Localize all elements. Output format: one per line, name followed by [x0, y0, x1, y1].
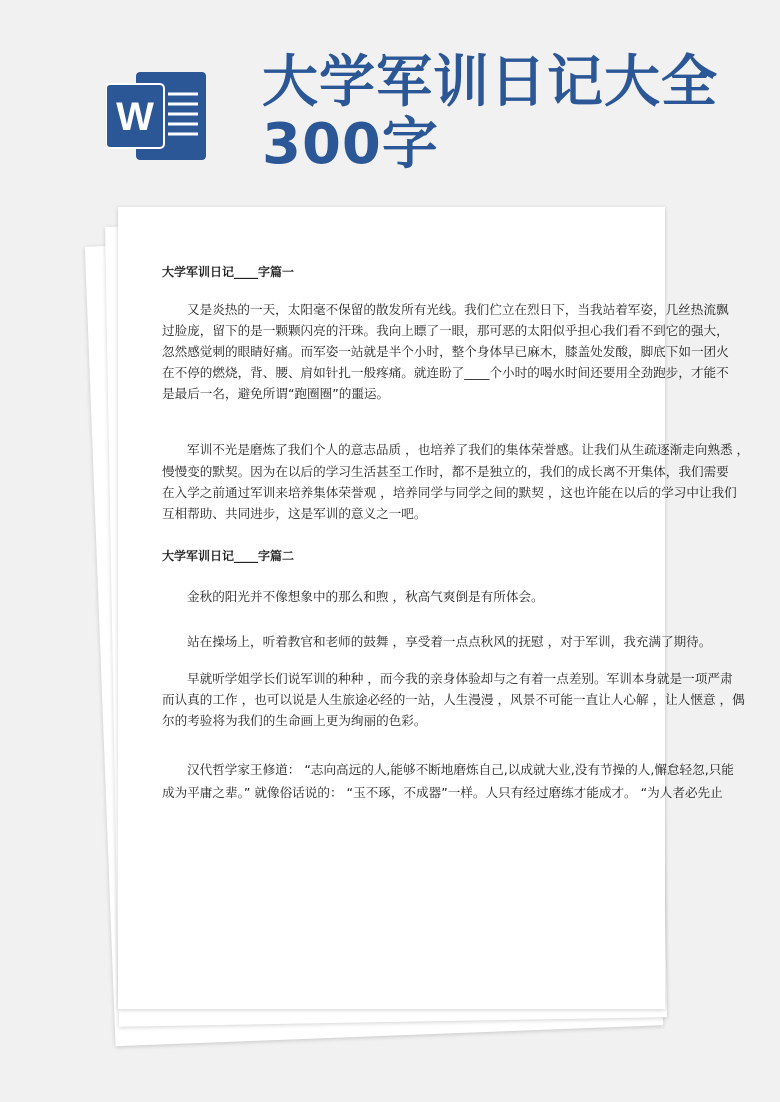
text-line: 慢慢变的默契。因为在以后的学习生活甚至工作时，都不是独立的，我们的成长离不开集体，我们需要 [162, 464, 729, 479]
title-line-1: 大学军训日记大全 [262, 50, 718, 115]
word-document-icon [106, 68, 210, 164]
text-line: 成为平庸之辈。” 就像俗话说的： “玉不琢，不成器”一样。人只有经过磨练才能成才。 “为人者必先止 [162, 785, 723, 800]
text-line: 尔的考验将为我们的生命画上更为绚丽的色彩。 [162, 713, 427, 728]
text-line: 军训不光是磨炼了我们个人的意志品质 ，也培养了我们的集体荣誉感。让我们从生疏逐渐走向熟悉 ， [187, 442, 750, 457]
page-title [262, 52, 718, 176]
text-line: 而认真的工作 ，也可以说是人生旅途必经的一站，人生漫漫 ，风景不可能一直让人心解 ，让人惬意 ，偶 [162, 692, 745, 707]
text-line: 在入学之前通过军训来培养集体荣誉观 ，培养同学与同学之间的默契 ，这也许能在以后的学习中让我们 [162, 485, 737, 500]
text-line: 金秋的阳光并不像想象中的那么和煦 ，秋高气爽倒是有所体会。 [187, 589, 544, 604]
text-line: 早就听学姐学长们说军训的种种 ，而今我的亲身体验却与之有着一点差别。军训本身就是一项严肃 [187, 671, 733, 686]
text-line: 过脸庞，留下的是一颗颗闪亮的汗珠。我向上瞟了一眼，那可恶的太阳似乎担心我们看不到它的强大， [162, 323, 729, 338]
text-line: 在不停的燃烧，背、腰、肩如针扎一般疼痛。就连盼了____个小时的喝水时间还要用全劲跑步，才能不 [162, 365, 729, 380]
section-heading: 大学军训日记____字篇一 [162, 265, 295, 279]
text-line: 互相帮助、共同进步，这是军训的意义之一吧。 [162, 506, 427, 521]
title-line-2: 300字 [262, 112, 439, 177]
text-line: 又是炎热的一天，太阳毫不保留的散发所有光线。我们伫立在烈日下，当我站着军姿，几丝热流飘 [187, 302, 729, 317]
text-line: 忽然感觉刺的眼睛好痛。而军姿一站就是半个小时，整个身体早已麻木，膝盖处发酸，脚底下如一团火 [162, 344, 729, 359]
text-line: 是最后一名，避免所谓“跑圈圈”的噩运。 [162, 386, 390, 401]
section-heading: 大学军训日记____字篇二 [162, 549, 295, 563]
text-line: 汉代哲学家王修道： “志向高远的人,能够不断地磨炼自己,以成就大业,没有节操的人,懈怠轻忽,只能 [187, 762, 734, 777]
svg-text:W: W [116, 95, 154, 139]
text-line: 站在操场上，听着教官和老师的鼓舞 ，享受着一点点秋风的抚慰 ，对于军训，我充满了期待。 [187, 634, 712, 649]
